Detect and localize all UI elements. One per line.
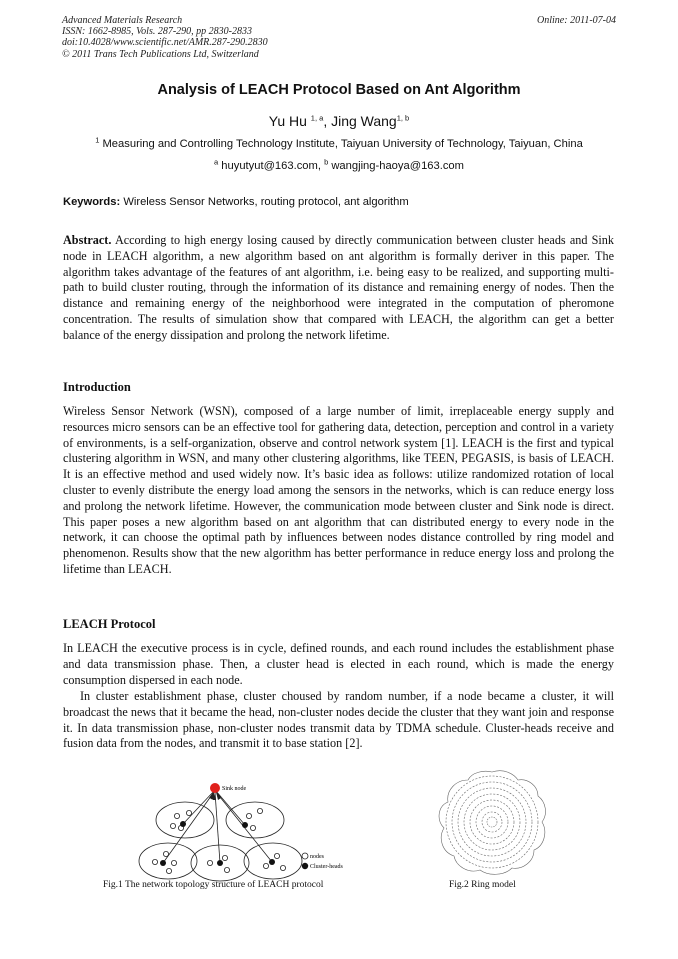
journal-name: Advanced Materials Research [62, 15, 183, 26]
email-a: huyutyut@163.com, [221, 160, 321, 172]
abstract [63, 233, 614, 344]
affiliation-text: Measuring and Controlling Technology Institute, Taiyuan University of Technology, Taiyuan, China [102, 138, 583, 150]
keywords-text: Wireless Sensor Networks, routing protocol, ant algorithm [123, 196, 409, 208]
introduction-text: Wireless Sensor Network (WSN), composed of a large number of limit, irreplaceable energy supply and resources micro sensors can be an effective tool for gathering data, detection, perception and control in a variety of environments, is a self-organization, observe and control network system [1]. LEACH is the first and typical clustering algorithm in WSN, and many other clustering algorithms, like TEEN, PEGASIS, is basis of LEACH. It is an effective method and used widely now. It’s basic idea as follows: utilize randomized rotation of local cluster to evenly distribute the energy load among the sensors in the networks, which is can reduce energy loss and prolong the network lifetime. However, the communication mode between cluster and Sink node is direct. This paper poses a new algorithm based on ant algorithm that can distributed energy to every node in the network, it can choose the optimal path by influences between nodes distance controlled by ring model and phenomenon. Results show that the new algorithm has better performance in reduce energy loss and prolong the lifetime than LEACH. [63, 404, 614, 576]
email-b: wangjing-haoya@163.com [331, 160, 464, 172]
leach-paragraph-2: In cluster establishment phase, cluster choused by random number, if a node became a cluster, it will broadcast the news that it became the head, non-cluster nodes decide the cluster that they want join and response it. In data transmission phase, non-cluster nodes transmit data by TDMA schedule. Cluster-heads receive and fusion data from the nodes, and transmit it to base station [2]. [63, 689, 614, 751]
author-2-sup: 1, b [396, 113, 410, 123]
ring-outer-cloud [439, 771, 545, 875]
email-a-sup: a [214, 157, 219, 167]
issn-line: ISSN: 1662-8985, Vols. 287-290, pp 2830-2833 [62, 26, 252, 38]
online-date: Online: 2011-07-04 [537, 15, 616, 26]
fig1-network-topology [125, 778, 375, 883]
author-2: Jing Wang [331, 113, 397, 129]
doi-line: doi:10.4028/www.scientific.net/AMR.287-290.2830 [62, 37, 268, 49]
emails [0, 157, 678, 172]
leach-heading: LEACH Protocol [63, 617, 156, 631]
legend-cluster-head-marker [302, 863, 308, 869]
abstract-text: According to high energy losing caused by directly communication between cluster heads and Sink node in LEACH algorithm, a new algorithm based on ant algorithm is formally deriver in this paper. The algorithm takes advantage of the features of ant algorithm, i.e. being easy to be realized, and supporting multi-path to build cluster routing, through the information of its distance and remaining energy of nodes. Then the distance and remaining energy of the neighborhood were integrated in the computation of pheromone concentration. The results of simulation show that compared with LEACH, the algorithm can get a better balance of the energy dissipation and prolong the network lifetime. [63, 233, 614, 342]
fig2-ring-model [432, 766, 552, 880]
abstract-label: Abstract. [63, 233, 112, 247]
fig1-caption: Fig.1 The network topology structure of LEACH protocol [103, 880, 324, 890]
author-separator: , [323, 113, 332, 129]
keywords-label: Keywords: [63, 196, 121, 208]
sink-node-label: Sink node [222, 786, 247, 792]
affiliation-sup: 1 [95, 135, 100, 145]
journal-header [62, 15, 268, 60]
sink-node-marker [210, 783, 220, 793]
affiliation [62, 135, 616, 150]
paper-title: Analysis of LEACH Protocol Based on Ant Algorithm [157, 82, 521, 98]
fig2-caption: Fig.2 Ring model [449, 880, 516, 890]
copyright-line: © 2011 Trans Tech Publications Ltd, Switzerland [62, 48, 259, 60]
leach-paragraph-1: In LEACH the executive process is in cycle, defined rounds, and each round includes the establishment phase and data transmission phase. Then, a cluster head is elected in each round, which is made the energy consumption dispersed in each node. [63, 641, 614, 687]
cluster-ellipse-upper-right [226, 802, 284, 838]
introduction-heading: Introduction [63, 380, 131, 394]
legend-nodes-label: nodes [310, 854, 324, 860]
keywords [63, 196, 409, 208]
legend-cluster-heads-label: Cluster-heads [310, 864, 343, 870]
author-line [0, 113, 678, 129]
author-1-sup: 1, a [310, 113, 324, 123]
author-1: Yu Hu [268, 113, 307, 129]
legend-node-marker [302, 853, 308, 859]
email-b-sup: b [324, 157, 329, 167]
